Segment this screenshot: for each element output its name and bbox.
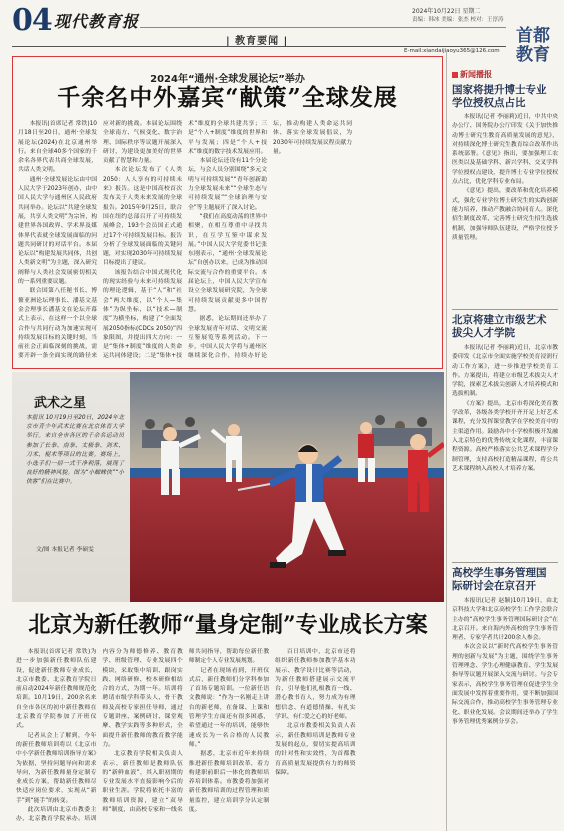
article-paragraph: 据悉，论坛期间还举办了全球发展青年对话、文明交流互鉴展览等系列活动。下一步，中国人民大学将与通州区继续深化合作，持续办好论坛，推动构建人类命运共同体、落实全球发展倡议，为2030年可持续发展议程贡献力量。 <box>188 121 352 360</box>
contact-email: E-mail:xiandaijiaoyu365@126.com <box>404 48 500 54</box>
brief-headline: 高校学生事务管理国际研讨会在京召开 <box>452 567 547 592</box>
article-paragraph: 本次论坛发布了《人类2050：人人享有的可持续未来》报告。这是中国高校首次发布关于人类未来发展的全球报告。2015年9月25日，联合国在纽约总部召开了可持续发展峰会，193个会员国正式通过17个可持续发展目标。报告分析了全球发展面临的关键问题，对实现2030年可持续发展目标提出了建议。 <box>103 167 182 267</box>
brief-headline: 国家将提升博士专业学位授权点占比 <box>452 84 547 109</box>
brief-paragraph: 《意见》提出，要改革和优化培养模式，强化专业学位博士研究生的实践创新能力培养，推动产教融合协同育人。深化招生制度改革，完善博士研究生招生选拔机制，加强导师队伍建设，严格学位授予质量管理。 <box>452 188 558 241</box>
brand-line-1: 首都 <box>516 26 550 46</box>
article-headline: 千余名中外嘉宾“献策”全球发展 <box>57 84 398 111</box>
brief-paragraph: 本次会议以“新时代高校学生事务管理的创新与发展”为主题，围绕学生事务管理理念、学生心理健康教育、学生发展指导等议题开展深入交流与研讨。与会专家表示，高校学生事务管理在促进学生全面发展中发挥着重要作用，要不断加强国际交流合作，推动高校学生事务管理专业化、职业化发展。会议期间还举办了学生事务管理优秀案例分享会。 <box>452 644 558 725</box>
newspaper-logo: 现代教育报 <box>54 12 140 31</box>
news-briefs-text: 新闻播报 <box>460 70 492 79</box>
article-paragraph: 通州·全球发展论坛由中国人民大学于2023年创办，由中国人民大学与通州区人民政府共同举办。论坛以“共建全球发展，共享人类文明”为宗旨，构建世界各国政界、学术界及媒体界代表就全球发展面临的问题共同研讨的对话平台。本届论坛以“构建发展共同体，共创人类新文明”为主题，深入研究阐释与人类社会发展密切相关的一系列重要议题。 <box>18 176 97 286</box>
brief-paragraph: 《方案》提出，北京市将深化美育教学改革，各级各类学校开齐开足上好艺术课程，充分发挥课堂教学在学校美育中的主渠道作用。鼓励各中小学校积极开发融入北京特色的优秀传统文化课程，丰富课程资源。高校严格落实公共艺术课程学分制管理，支持高校打造精品课程，将公共艺术课程纳入高校人才培养方案。 <box>452 400 558 472</box>
article-paragraph: 据悉，北京市近年来持续推进新任教师培训改革，着力构建职前职后一体化的教师培养培训体系。市教委将加强对新任教师培训的过程管理和质量监控，建立培训学分认定制度。 <box>188 751 270 814</box>
section-label: | 教育要闻 | <box>226 36 289 47</box>
photo-feature <box>12 372 444 602</box>
brand-line-2: 教育 <box>516 45 550 65</box>
sidebar-divider <box>446 52 447 831</box>
brief-headline: 北京将建立市级艺术拔尖人才学院 <box>452 314 547 339</box>
article-paragraph: 本报讯(首席记者 常铁)10月18日至20日，通州·全球发展论坛(2024)在北京通州举行。来自全球40多个国家的千余名各界代表共商全球发展，共话人类文明。 <box>18 121 97 174</box>
feature-caption: 本报讯 10月19日至20日，2024年北京市青少年武术比赛在北京体育大学举行。来自全市各区的千余名运动员参加了长拳、南拳、太极拳、剑术、刀术、棍术等项目的比赛。赛场上，小选手们一招一式干净利落，展现了良好的精神风貌。图为“小蜘蛛侠”“小侠客”们在比赛中。 <box>26 415 124 486</box>
article-paragraph: 百日培训中，北京市还将组织新任教师参加教学基本功展示、教学设计比赛等活动，为新任教师搭建展示交流平台，引导他们扎根教育一线、潜心教书育人，努力成为有理想信念、有道德情操、有扎实学识、有仁爱之心的好老师。 <box>275 649 356 721</box>
issue-date: 2024年10月22日 星期二 <box>412 8 481 15</box>
article-headline: 北京为新任教师“量身定制”专业成长方案 <box>28 612 428 638</box>
brief-paragraph: 本报讯(记者 李丽莉)近日，中共中央办公厅、国务院办公厅印发《关于加快推动博士研究生教育高质量发展的意见》，对持续深化博士研究生教育综合改革作出系统部署。《意见》指出，要加强理工农医类以及基础学科、新兴学科、交叉学科学位授权点建设，提升博士专业学位授权点占比，优化学科专业布局。 <box>452 114 558 186</box>
feature-credit: 文/图 本报记者 李硕雯 <box>36 547 94 553</box>
article-kicker: 2024年“通州·全球发展论坛”举办 <box>150 74 305 85</box>
article-paragraph: 北京教育学院相关负责人表示，新任教师是教师队伍的“新鲜血液”，其入职初期的专业发展水平直接影响今后的职业生涯。学院将依托丰富的教师培训资源，建立“双导师”制度，由高校专家和一线名师共同指导，帮助每位新任教师制定个人专业发展规划。 <box>102 649 270 814</box>
article-paragraph: 本届论坛还设有11个分论坛，与会人员分别围绕“多元文明与可持续发展”“青年创新助力全球发展未来”“全球生态与可持续发展”“全球治理与安全”等主题展开了深入讨论。 <box>188 158 267 211</box>
brief-body <box>452 113 558 307</box>
article-body <box>16 648 442 828</box>
brief-divider <box>452 309 558 310</box>
brief-paragraph: 本报讯(记者 李丽莉)近日，北京市教委印发《北京市全面实施学校美育浸润行动工作方案》，进一步推进学校美育工作。方案提出，将建立市级艺术拔尖人才学院，探索艺术拔尖创新人才培养模式和选拔机制。 <box>452 345 558 398</box>
article-paragraph: 记者从会上了解到，今年的新任教师培训将以《北京市中小学新任教师培训指导方案》为依据，坚持问题导向和需求导向，为新任教师量身定制专业成长方案，帮助新任教师尽快适应岗位要求，实现从“新手”到“能手”的转变。 <box>16 732 97 804</box>
article-paragraph: 北京市教委相关负责人表示，新任教师培训是教师专业发展的起点，要切实提高培训的针对性和实效性，为首都教育高质量发展提供有力的师资保障。 <box>275 723 356 776</box>
brief-body <box>452 344 558 559</box>
article-paragraph: 此次培训由北京市教委主办，北京教育学院承办。培训内容分为师德修养、教育教学、班级管理、专业发展四个模块，采取集中培训、跟岗实践、网络研修、校本研修相结合的方式，为期一年。培训将聘请市级学科带头人、骨干教师及高校专家担任导师，通过专题讲座、案例研讨、课堂观摩、教学实践等多种形式，全面提升新任教师的教育教学能力。 <box>16 649 183 823</box>
brief-divider <box>452 562 558 563</box>
feature-text-panel <box>12 372 130 602</box>
article-paragraph: 联合国第八任秘书长、博鳌亚洲论坛理事长、潘基文基金会理事长潘基文在论坛开幕式上表示，在这样一个以全球合作与共同行动为加速实现可持续发展目标的关键时刻，当前社会正面临深刻的挑战，需要开辟一条全面实现的路径来应对新的挑战。本届论坛围绕全球南方、气候变化、数字治理、国际秩序等议题开展深入研讨，为建设更加美好的世界贡献了智慧和力量。 <box>18 121 182 360</box>
header-top-rule <box>140 27 506 28</box>
news-briefs-label <box>452 69 492 80</box>
editor-credits: 责编：韩冰 美编：张杰 校对：王淳涛 <box>412 17 504 23</box>
page-number: 04 <box>12 3 52 38</box>
article-paragraph: 记者在现场看到，开班仪式后，新任教师们分学科参加了首场专题培训。一位新任语文教师说：“作为一名刚走上讲台的新老师，在备课、上课和管理学生方面还有很多困惑，希望通过一年的培训，能够快速成长为一名合格的人民教师。” <box>188 667 270 748</box>
article-paragraph: 该报告结合中国式现代化的现实经验与未来可持续发展的理论逻辑，基于“人”和“社会”两大维度，以“个人—集体”为纵坐标，以“技术—制度”为横坐标，构建了“全面发展2050指标(CDCs 2050)”四象限图，并提出四大方向：一是“集体+制度”维度的人类命运共同体建设；二是“集体+技术”维度的全球共建共享；三是“个人+制度”维度的世界和平与发展；四是“个人+技术”维度的数字技术发展应用。 <box>103 121 267 360</box>
article-paragraph: 本报讯(首席记者 常铁)为进一步加强新任教师队伍建设，促进新任教师专业成长，北京市教委、北京教育学院日前启动2024年新任教师规范化培训。10月19日，200余名来自全市各区的初中新任教师在北京教育学院参加了开班仪式。 <box>16 649 97 730</box>
article-body <box>18 120 437 364</box>
feature-title: 武术之星 <box>34 396 87 411</box>
square-bullet-icon <box>452 72 458 78</box>
article-paragraph: “我们在高度动荡的世界中相聚，在相互尊重中寻找共识，在互学互鉴中谋求发展。”中国人民大学党委书记张东刚表示，“通州·全球发展论坛”自创办以来，已成为推动国际交流与合作的重要平台。本届论坛上，中国人民大学宣布设立全球发展研究院，为全球可持续发展贡献更多中国智慧。 <box>188 213 267 313</box>
brief-paragraph: 本报讯(记者 赵颖)10月19日，由北京科技大学和北京高校学生工作学会联合主办的“高校学生事务管理国际研讨会”在北京召开。来自海内外高校的学生事务管理者、专家学者共计200余人参会。 <box>452 598 558 642</box>
martial-arts-photo <box>130 372 444 602</box>
competition-carpet <box>130 478 444 602</box>
lead-article <box>12 56 443 369</box>
header-rule <box>12 46 506 47</box>
brief-body <box>452 597 558 827</box>
